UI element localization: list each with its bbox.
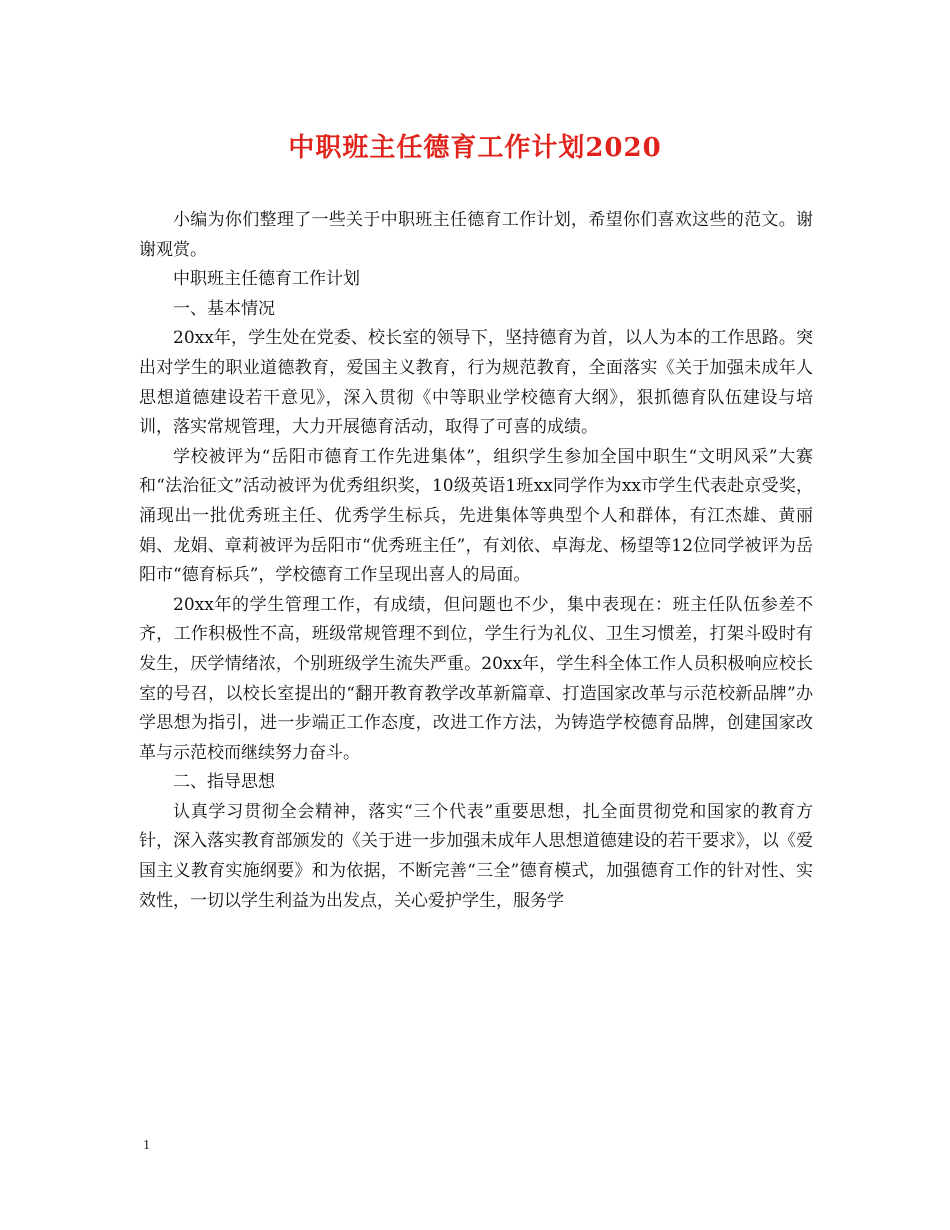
paragraph: 20xx年，学生处在党委、校长室的领导下，坚持德育为首，以人为本的工作思路。突出对学生的职业道德教育，爱国主义教育，行为规范教育，全面落实《关于加强未成年人思想道德建设若干意见》，深入贯彻《中等职业学校德育大纲》，狠抓德育队伍建设与培训，落实常规管理，大力开展德育活动，取得了可喜的成绩。 — [139, 328, 813, 438]
document-title: 中职班主任德育工作计划2020 — [288, 133, 662, 163]
section-heading-guiding-ideology: 二、指导思想 — [173, 772, 275, 793]
paragraph: 20xx年的学生管理工作，有成绩，但问题也不少，集中表现在：班主任队伍参差不齐，工作积极性不高，班级常规管理不到位，学生行为礼仪、卫生习惯差，打架斗殴时有发生，厌学情绪浓，个别班级学生流失严重。20xx年，学生科全体工作人员积极响应校长室的号召，以校长室提出的“翻开教育教学改革新篇章、打造国家改革与示范校新品牌”办学思想为指引，进一步端正工作态度，改进工作方法，为铸造学校德育品牌，创建国家改革与示范校而继续努力奋斗。 — [139, 594, 813, 763]
paragraph: 学校被评为“岳阳市德育工作先进集体”，组织学生参加全国中职生“文明风采”大赛和“法治征文”活动被评为优秀组织奖，10级英语1班xx同学作为xx市学生代表赴京受奖，涌现出一批优秀班主任、优秀学生标兵，先进集体等典型个人和群体，有江杰雄、黄丽娟、龙娟、章莉被评为岳阳市“优秀班主任”，有刘依、卓海龙、杨望等12位同学被评为岳阳市“德育标兵”，学校德育工作呈现出喜人的局面。 — [139, 446, 813, 586]
paragraph-intro: 小编为你们整理了一些关于中职班主任德育工作计划，希望你们喜欢这些的范文。谢谢观赏。 — [139, 210, 813, 260]
section-heading-basic-situation: 一、基本情况 — [173, 298, 275, 319]
paragraph: 认真学习贯彻全会精神，落实“三个代表”重要思想，扎全面贯彻党和国家的教育方针，深入落实教育部颁发的《关于进一步加强未成年人思想道德建设的若干要求》，以《爱国主义教育实施纲要》和为依据，不断完善“三全”德育模式，加强德育工作的针对性、实效性，一切以学生利益为出发点，关心爱护学生，服务学 — [139, 801, 813, 911]
document-body — [139, 206, 813, 916]
paragraph-subtitle: 中职班主任德育工作计划 — [173, 269, 360, 290]
page-number: 1 — [143, 1138, 150, 1153]
